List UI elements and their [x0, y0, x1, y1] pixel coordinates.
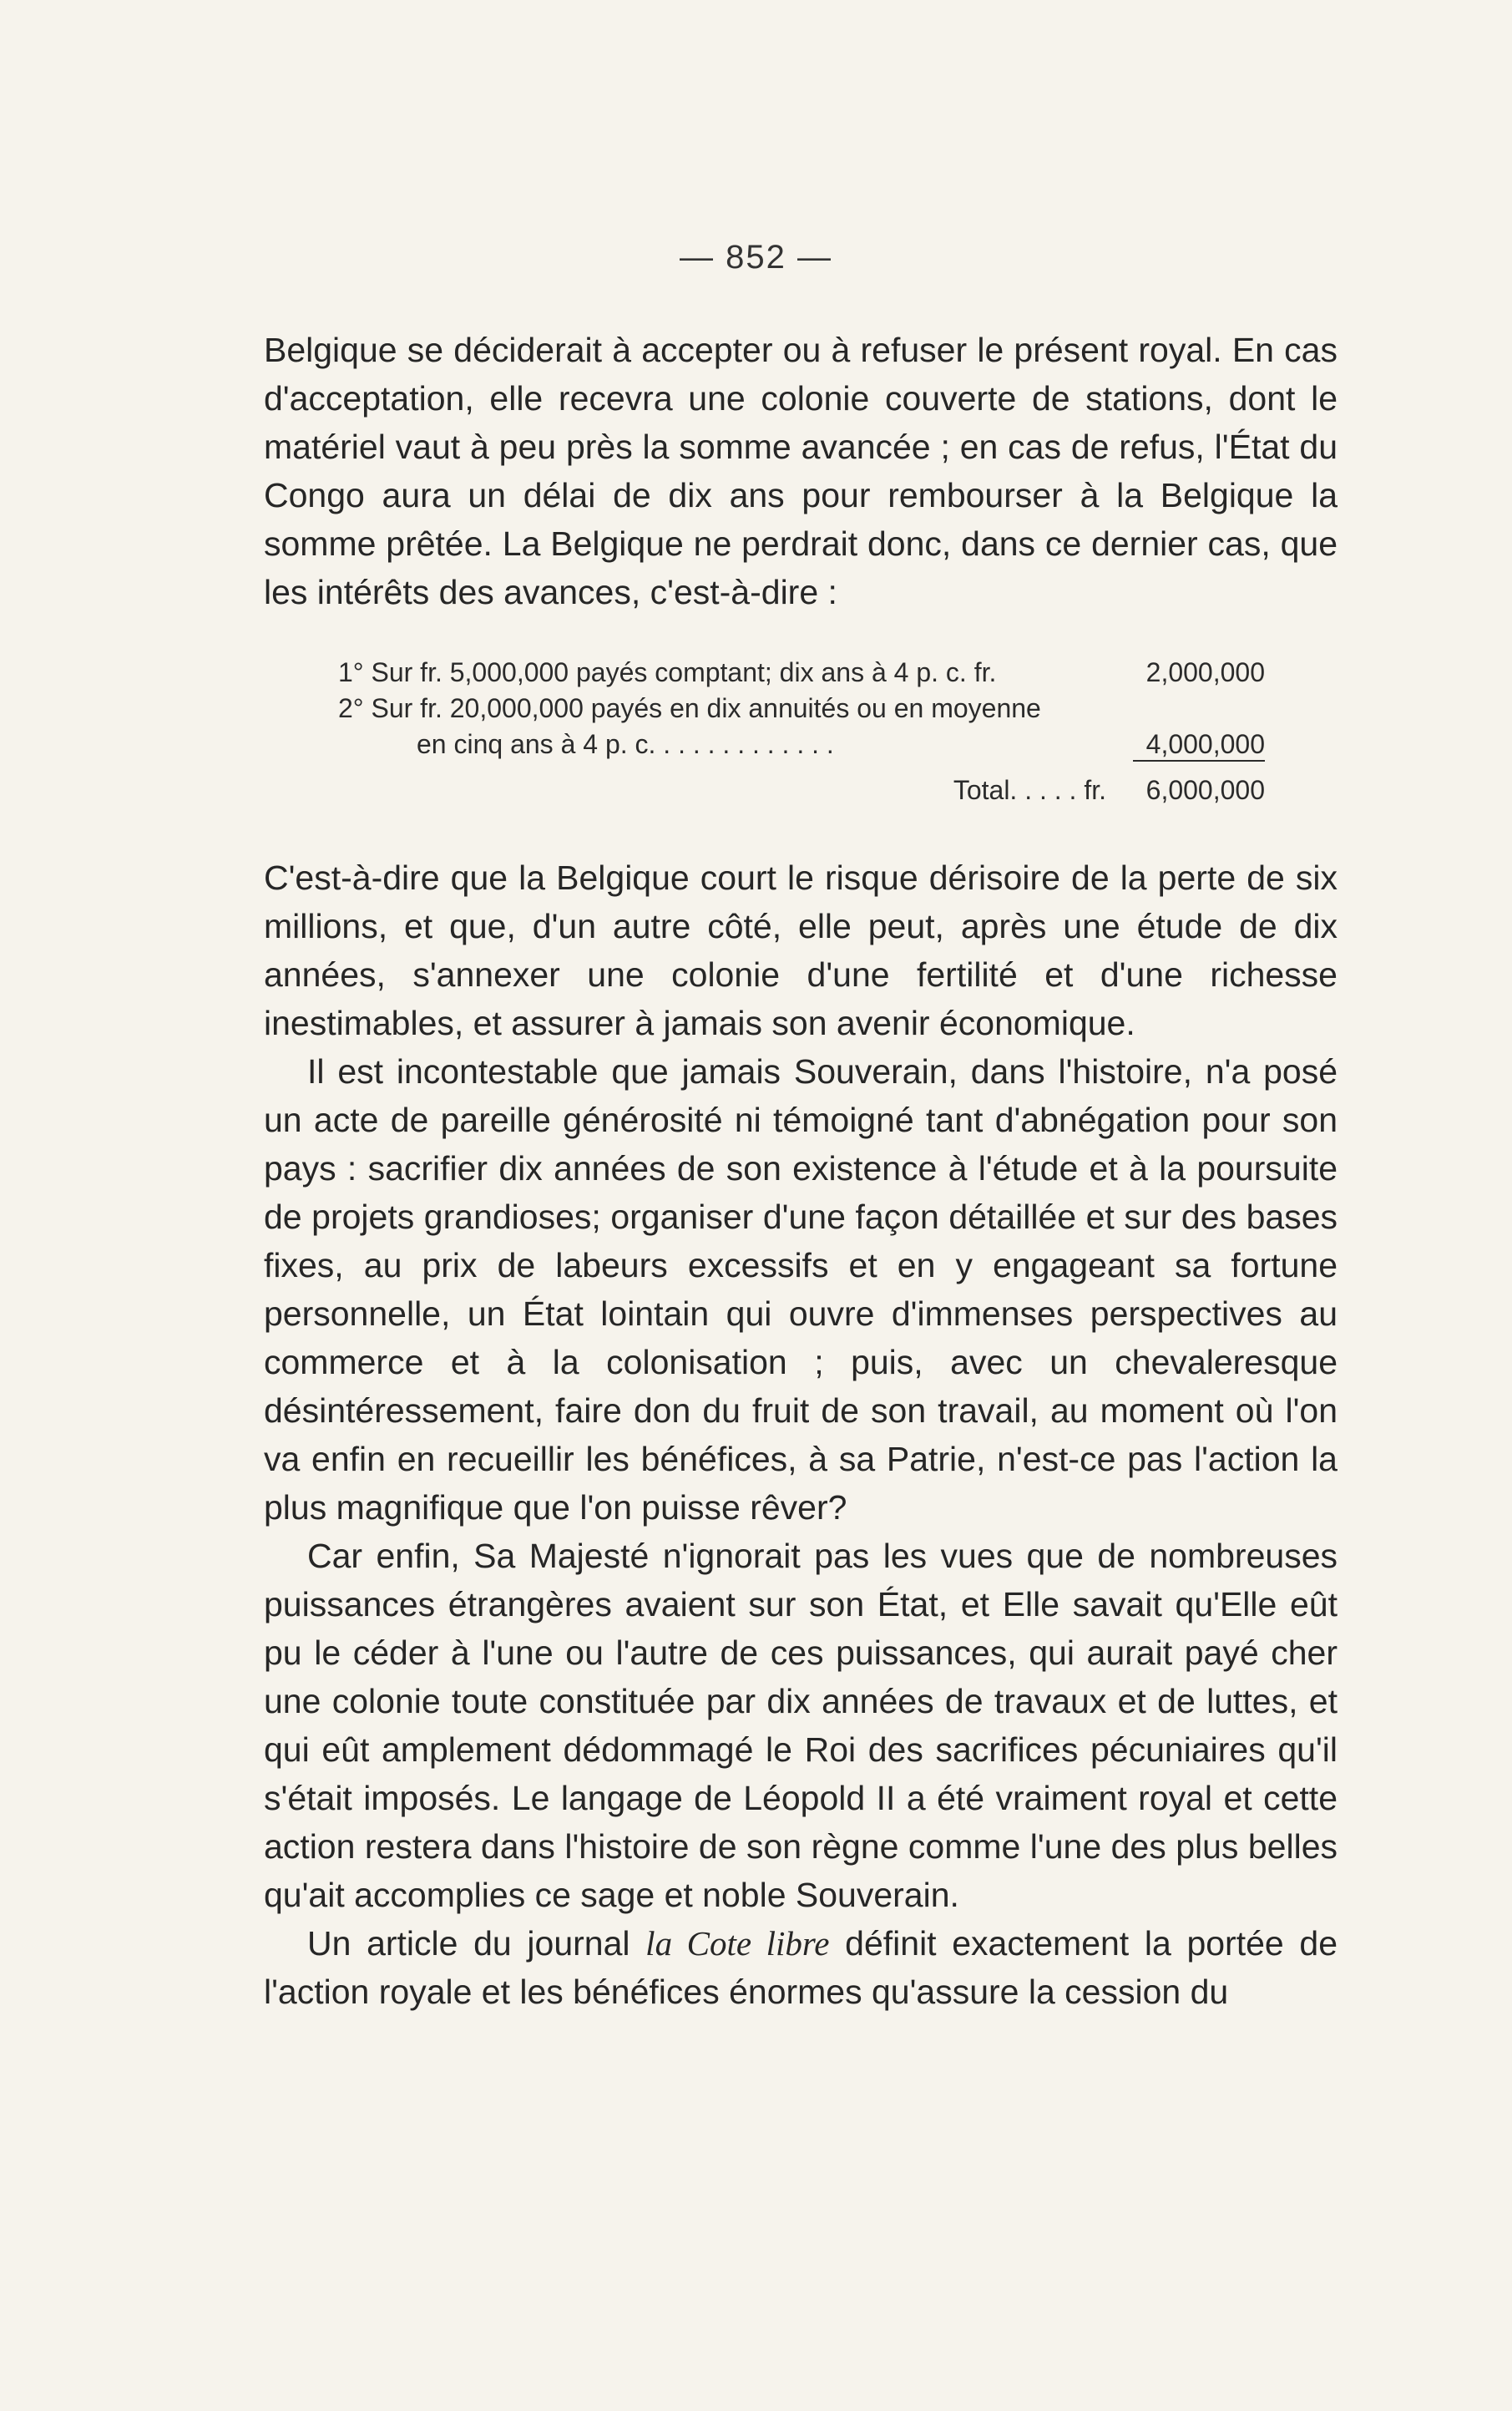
paragraph-1: C'est-à-dire que la Belgique court le risque dérisoire de la perte de six millions, et que, d'un autre côté, elle peut, après une étude de dix années, s'annexer une colonie d'une fertilité et d'une richesse inestimables, et assurer à jamais son avenir économique.: [264, 859, 1338, 1042]
paragraph-2: Il est incontestable que jamais Souverain, dans l'histoire, n'a posé un acte de pareille générosité ni témoigné tant d'abnégation pour son pays : sacrifier dix années de son existence à l'étude et à la poursuite de projets grandioses; organiser d'une façon détaillée et sur des bases fixes, au prix de labeurs excessifs et en y engageant sa fortune personnelle, un État lointain qui ouvre d'immenses perspectives au commerce et à la colonisation ; puis, avec un chevaleresque désintéressement, faire don du fruit de son travail, au moment où l'on va enfin en recueillir les bénéfices, à sa Patrie, n'est-ce pas l'action la plus magnifique que l'on puisse rêver?: [264, 1052, 1338, 1527]
calculation-label-1: 1° Sur fr. 5,000,000 payés comptant; dix ans à 4 p. c. fr.: [338, 657, 997, 687]
calculation-total-row: [338, 772, 1265, 808]
paragraph-4-text-start: Un article du journal: [307, 1924, 646, 1963]
paragraph-intro: Belgique se déciderait à accepter ou à refuser le présent royal. En cas d'acceptation, elle recevra une colonie couverte de stations, dont le matériel vaut à peu près la somme avancée ; en cas de refus, l'État du Congo aura un délai de dix ans pour rembourser à la Belgique la somme prêtée. La Belgique ne perdrait donc, dans ce dernier cas, que les intérêts des avances, c'est-à-dire :: [264, 331, 1338, 611]
calculation-row-2: [338, 691, 1265, 727]
paragraph-4: [264, 1919, 1338, 2016]
calculation-row-1: [338, 655, 1265, 691]
paragraph-4-text-end: définit exactement la portée de l'action royale et les bénéfices énormes qu'assure la cession du: [264, 1924, 1338, 2011]
paragraph-3: Car enfin, Sa Majesté n'ignorait pas les vues que de nombreuses puissances étrangères avaient sur son État, et Elle savait qu'Elle eût pu le céder à l'une ou l'autre de ces puissances, qui aurait payé cher une colonie toute constituée par dix années de travaux et de luttes, et qui eût amplement dédommagé le Roi des sacrifices pécuniaires qu'il s'était imposés. Le langage de Léopold II a été vraiment royal et cette action restera dans l'histoire de son règne comme l'une des plus belles qu'ait accomplies ce sage et noble Souverain.: [264, 1537, 1338, 1914]
main-text-block: [264, 853, 1338, 2016]
calculation-total-amount: 6,000,000: [1145, 775, 1265, 805]
calculation-row-3: [338, 727, 1265, 762]
calculation-total-label: Total. . . . . fr.: [953, 775, 1106, 805]
calculation-label-2: 2° Sur fr. 20,000,000 payés en dix annuités ou en moyenne: [338, 693, 1041, 723]
sum-rule-divider: [1133, 760, 1265, 762]
calculation-amount-3: 4,000,000: [1145, 729, 1265, 759]
page-number: — 852 —: [680, 239, 832, 276]
journal-title: la Cote libre: [645, 1924, 830, 1963]
calculation-label-3: en cinq ans à 4 p. c. . . . . . . . . . . . .: [417, 729, 834, 759]
top-text-block: [264, 326, 1338, 616]
interest-calculation-table: [338, 655, 1265, 808]
calculation-amount-1: 2,000,000: [1145, 657, 1265, 687]
